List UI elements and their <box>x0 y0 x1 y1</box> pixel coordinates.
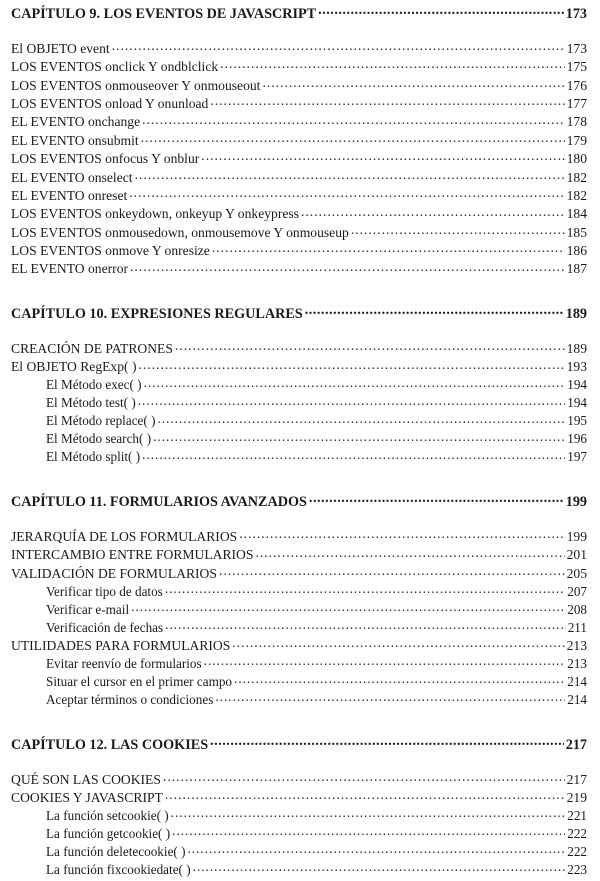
entry-page: 180 <box>566 151 587 167</box>
entry-page: 221 <box>567 807 587 823</box>
toc-entry <box>11 58 587 76</box>
entry-page: 176 <box>566 77 587 93</box>
toc-subentry <box>11 618 587 636</box>
toc-entry <box>11 113 587 131</box>
toc-subentry <box>11 583 587 601</box>
toc-entry <box>11 770 587 788</box>
entry-title: Verificar e-mail <box>46 601 130 617</box>
entry-title: LOS EVENTOS onload Y onunload <box>11 95 209 111</box>
dot-leader <box>171 807 566 820</box>
entry-title: VALIDACIÓN DE FORMULARIOS <box>11 565 217 581</box>
toc-entry <box>11 788 587 806</box>
dot-leader <box>301 205 565 219</box>
entry-page: 175 <box>566 59 587 75</box>
entry-title: Situar el cursor en el primer campo <box>46 674 233 690</box>
entry-page: 222 <box>567 825 587 841</box>
chapter-title: CAPÍTULO 9. LOS EVENTOS DE JAVASCRIPT <box>11 6 317 23</box>
entry-title: El Método split( ) <box>46 449 141 465</box>
dot-leader <box>212 241 565 255</box>
entry-title: LOS EVENTOS onfocus Y onblur <box>11 151 200 167</box>
dot-leader <box>210 735 564 749</box>
entry-page: 177 <box>566 95 587 111</box>
dot-leader <box>153 430 565 443</box>
dot-leader <box>141 131 565 145</box>
dot-leader <box>215 691 565 704</box>
entry-title: QUÉ SON LAS COOKIES <box>11 771 161 787</box>
entry-title: JERARQUÍA DE LOS FORMULARIOS <box>11 528 238 544</box>
dot-leader <box>220 58 564 72</box>
toc-entry <box>11 76 587 94</box>
toc-subentry <box>11 807 587 825</box>
entry-title: EL EVENTO onerror <box>11 261 129 277</box>
entry-page: 205 <box>566 565 587 581</box>
toc-entry <box>11 186 587 204</box>
dot-leader <box>239 527 564 541</box>
chapter-heading <box>11 4 587 24</box>
entry-title: LOS EVENTOS onkeydown, onkeyup Y onkeypress <box>11 206 299 222</box>
entry-title: LOS EVENTOS onmouseover Y onmouseout <box>11 77 261 93</box>
toc-entry <box>11 150 587 168</box>
toc-entry <box>11 205 587 223</box>
chapter-spacer <box>11 466 587 492</box>
entry-page: 194 <box>567 377 587 393</box>
dot-leader <box>144 376 566 389</box>
toc-subentry <box>11 448 587 466</box>
entry-page: 223 <box>567 861 587 877</box>
chapter-heading <box>11 735 587 755</box>
toc-entry <box>11 546 587 564</box>
dot-leader <box>234 673 565 686</box>
entry-page: 197 <box>567 449 587 465</box>
dot-leader <box>309 492 564 506</box>
entry-title: EL EVENTO onsubmit <box>11 132 139 148</box>
entry-title: Aceptar términos o condiciones <box>46 692 214 708</box>
dot-leader <box>165 618 566 631</box>
dot-leader <box>157 412 565 425</box>
toc-subentry <box>11 376 587 394</box>
dot-leader <box>210 94 564 108</box>
dot-leader <box>165 583 565 596</box>
toc-subentry <box>11 843 587 861</box>
entry-title: Verificar tipo de datos <box>46 583 163 599</box>
chapter-page: 173 <box>565 6 587 23</box>
dot-leader <box>142 448 565 461</box>
dot-leader <box>112 39 565 53</box>
dot-leader <box>219 564 565 578</box>
entry-title: COOKIES Y JAVASCRIPT <box>11 789 163 805</box>
chapter-heading <box>11 492 587 512</box>
dot-leader <box>318 4 564 18</box>
entry-title: La función deletecookie( ) <box>46 843 186 859</box>
dot-leader <box>131 601 565 614</box>
chapter-heading <box>11 304 587 324</box>
entry-title: UTILIDADES PARA FORMULARIOS <box>11 638 231 654</box>
chapter-title: CAPÍTULO 11. FORMULARIOS AVANZADOS <box>11 494 307 511</box>
entry-page: 199 <box>566 528 587 544</box>
toc-entry <box>11 168 587 186</box>
dot-leader <box>165 788 565 802</box>
entry-page: 217 <box>566 771 587 787</box>
entry-title: LOS EVENTOS onmove Y onresize <box>11 243 210 259</box>
dot-leader <box>232 636 564 650</box>
entry-title: El Método search( ) <box>46 431 152 447</box>
toc-entry <box>11 131 587 149</box>
entry-title: El OBJETO RegExp( ) <box>11 359 137 375</box>
entry-page: 186 <box>566 243 587 259</box>
toc-entry <box>11 636 587 654</box>
entry-title: CREACIÓN DE PATRONES <box>11 341 173 357</box>
entry-page: 214 <box>567 674 587 690</box>
toc-entry <box>11 241 587 259</box>
toc-subentry <box>11 861 587 879</box>
chapter-page: 217 <box>565 737 587 753</box>
dot-leader <box>130 260 565 274</box>
toc-entry <box>11 223 587 241</box>
entry-page: 182 <box>566 169 587 185</box>
chapter-title: CAPÍTULO 10. EXPRESIONES REGULARES <box>11 306 303 323</box>
toc-subentry <box>11 673 587 691</box>
dot-leader <box>351 223 565 237</box>
toc-entry <box>11 260 587 278</box>
entry-page: 193 <box>566 359 587 375</box>
entry-page: 219 <box>566 789 587 805</box>
entry-page: 211 <box>567 619 587 635</box>
dot-leader <box>255 546 564 560</box>
dot-leader <box>142 113 565 127</box>
entry-page: 178 <box>566 114 587 130</box>
entry-title: El Método test( ) <box>46 395 136 411</box>
chapter-title: CAPÍTULO 12. LAS COOKIES <box>11 737 209 753</box>
dot-leader <box>129 186 564 200</box>
toc-subentry <box>11 655 587 673</box>
dot-leader <box>262 76 564 90</box>
entry-page: 179 <box>566 132 587 148</box>
entry-page: 201 <box>566 547 587 563</box>
toc-entry <box>11 564 587 582</box>
dot-leader <box>172 825 565 838</box>
chapter-page: 189 <box>565 306 587 323</box>
entry-page: 213 <box>567 656 587 672</box>
entry-title: El Método replace( ) <box>46 413 156 429</box>
dot-leader <box>138 358 564 372</box>
dot-leader <box>201 150 564 164</box>
toc-entry <box>11 527 587 545</box>
entry-page: 189 <box>566 341 587 357</box>
entry-title: Evitar reenvío de formularios <box>46 656 202 672</box>
toc-chapter <box>11 492 587 709</box>
entry-title: La función setcookie( ) <box>46 807 169 823</box>
toc-subentry <box>11 601 587 619</box>
toc-chapter <box>11 735 587 879</box>
chapter-page: 199 <box>565 494 587 511</box>
entry-page: 208 <box>567 601 587 617</box>
entry-page: 194 <box>567 395 587 411</box>
toc-subentry <box>11 412 587 430</box>
toc-subentry <box>11 691 587 709</box>
entry-title: EL EVENTO onchange <box>11 114 141 130</box>
dot-leader <box>138 394 565 407</box>
chapter-spacer <box>11 709 587 735</box>
toc-entry <box>11 94 587 112</box>
entry-page: 185 <box>566 224 587 240</box>
toc-subentry <box>11 825 587 843</box>
dot-leader <box>305 304 564 318</box>
entry-page: 214 <box>567 692 587 708</box>
toc-subentry <box>11 394 587 412</box>
entry-page: 173 <box>566 40 587 56</box>
entry-page: 184 <box>566 206 587 222</box>
toc-chapter <box>11 304 587 466</box>
dot-leader <box>135 168 565 182</box>
toc-entry <box>11 39 587 57</box>
entry-page: 207 <box>567 583 587 599</box>
entry-page: 195 <box>567 413 587 429</box>
toc-entry <box>11 358 587 376</box>
entry-title: INTERCAMBIO ENTRE FORMULARIOS <box>11 547 254 563</box>
dot-leader <box>204 655 566 668</box>
dot-leader <box>193 861 566 874</box>
entry-page: 213 <box>566 638 587 654</box>
entry-page: 182 <box>566 187 587 203</box>
entry-title: LOS EVENTOS onclick Y ondblclick <box>11 59 219 75</box>
entry-title: La función getcookie( ) <box>46 825 171 841</box>
entry-title: LOS EVENTOS onmousedown, onmousemove Y onmouseup <box>11 224 349 240</box>
entry-page: 187 <box>566 261 587 277</box>
entry-title: La función fixcookiedate( ) <box>46 861 191 877</box>
toc-entry <box>11 339 587 357</box>
toc-subentry <box>11 430 587 448</box>
dot-leader <box>188 843 566 856</box>
dot-leader <box>163 770 565 784</box>
entry-title: EL EVENTO onreset <box>11 187 128 203</box>
entry-title: El Método exec( ) <box>46 377 142 393</box>
entry-page: 196 <box>567 431 587 447</box>
chapter-spacer <box>11 278 587 304</box>
toc-chapter <box>11 4 587 278</box>
entry-title: El OBJETO event <box>11 40 110 56</box>
entry-page: 222 <box>567 843 587 859</box>
dot-leader <box>175 339 565 353</box>
entry-title: Verificación de fechas <box>46 619 164 635</box>
entry-title: EL EVENTO onselect <box>11 169 133 185</box>
